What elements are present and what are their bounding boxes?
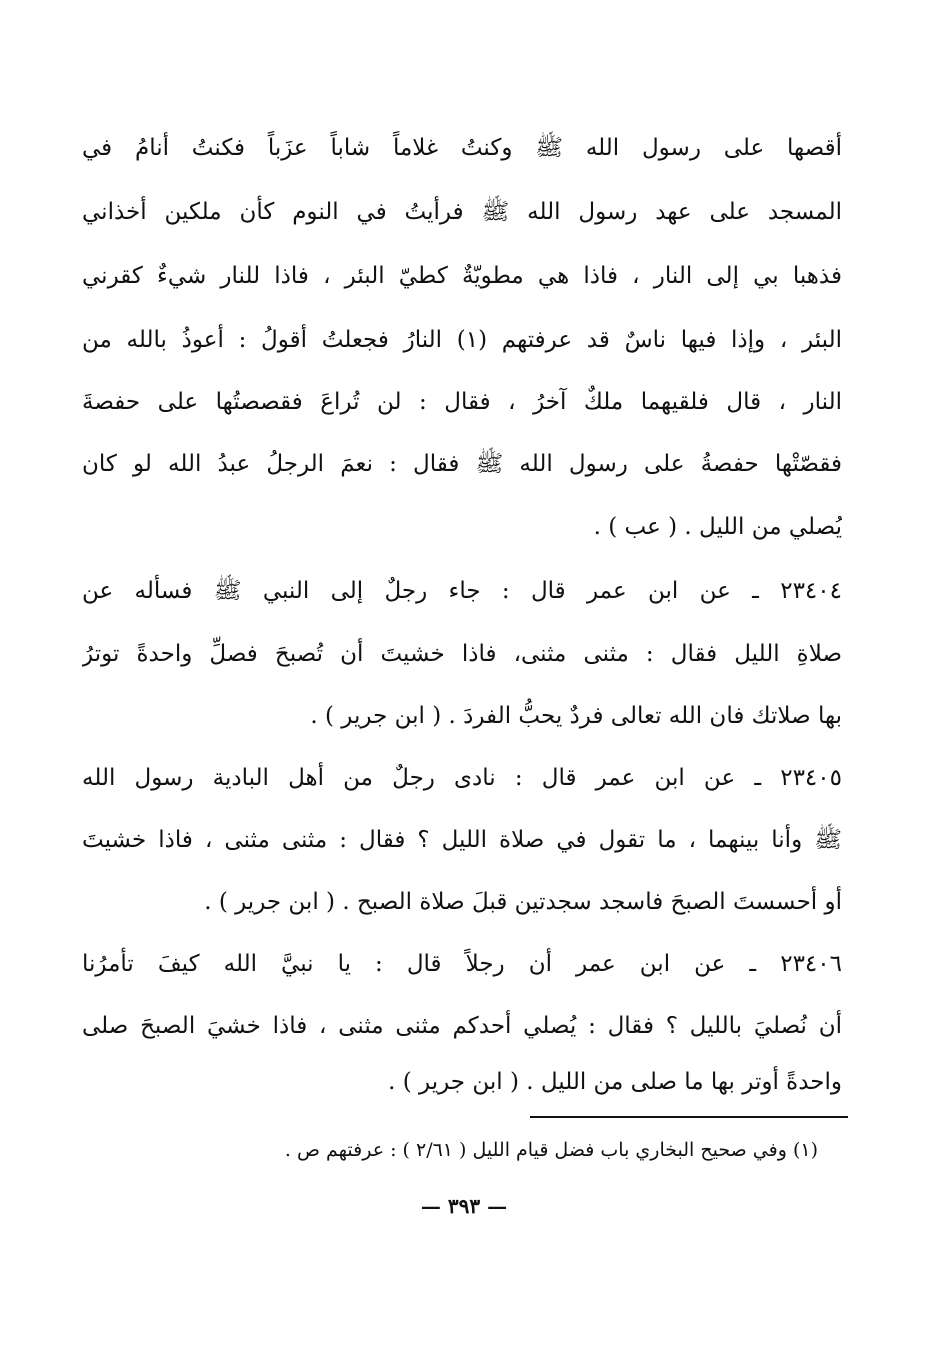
text-line: صلاةِ الليل فقال : مثنى مثنى، فاذا خشيتَ أن تُصبحَ فصلِّ واحدةً توترُ	[82, 641, 842, 667]
text-line: أو أحسستَ الصبحَ فاسجد سجدتين قبلَ صلاة الصبح . ( ابن جرير ) .	[204, 889, 842, 915]
text-line: فذهبا بي إلى النار ، فاذا هي مطويّةٌ كطيّ البئر ، فاذا للنار شيءٌ كقرني	[82, 263, 842, 289]
text-line: واحدةً أوتر بها ما صلى من الليل . ( ابن جرير ) .	[388, 1069, 842, 1095]
text-line: البئر ، وإذا فيها ناسٌ قد عرفتهم (١) النارُ فجعلتُ أقولُ : أعوذُ بالله من	[82, 327, 842, 353]
footnote: (١) وفي صحيح البخاري باب فضل قيام الليل ( ٢/٦١ ) : عرفتهم ص .	[284, 1139, 818, 1161]
hadith-line: ٢٣٤٠٥ ـ عن ابن عمر قال : نادى رجلٌ من أهل البادية رسول الله	[82, 765, 842, 791]
text-line: النار ، قال فلقيهما ملكٌ آخرُ ، فقال : لن تُراعَ فقصصتُها على حفصةَ	[82, 389, 842, 415]
text-line: أقصها على رسول الله ﷺ وكنتُ غلاماً شاباً عزَباً فكنتُ أنامُ في	[82, 135, 842, 161]
text-line: فقصّتْها حفصةُ على رسول الله ﷺ فقال : نعمَ الرجلُ عبدُ الله لو كان	[82, 451, 842, 477]
text-line: المسجد على عهد رسول الله ﷺ فرأيتُ في النوم كأن ملكين أخذاني	[82, 199, 842, 225]
page-number: — ٣٩٣ —	[420, 1194, 508, 1218]
hadith-line: ٢٣٤٠٤ ـ عن ابن عمر قال : جاء رجلٌ إلى النبي ﷺ فسأله عن	[82, 578, 842, 604]
text-line: أن نُصليَ بالليل ؟ فقال : يُصلي أحدكم مثنى مثنى ، فاذا خشيَ الصبحَ صلى	[82, 1013, 842, 1039]
footnote-separator	[530, 1116, 848, 1118]
hadith-line: ٢٣٤٠٦ ـ عن ابن عمر أن رجلاً قال : يا نبيَّ الله كيفَ تأمرُنا	[82, 951, 842, 977]
text-line: بها صلاتك فان الله تعالى فردٌ يحبُّ الفردَ . ( ابن جرير ) .	[310, 703, 842, 729]
text-line: ﷺ وأنا بينهما ، ما تقول في صلاة الليل ؟ فقال : مثنى مثنى ، فاذا خشيتَ	[82, 827, 842, 853]
text-line: يُصلي من الليل . ( عب ) .	[593, 514, 842, 540]
